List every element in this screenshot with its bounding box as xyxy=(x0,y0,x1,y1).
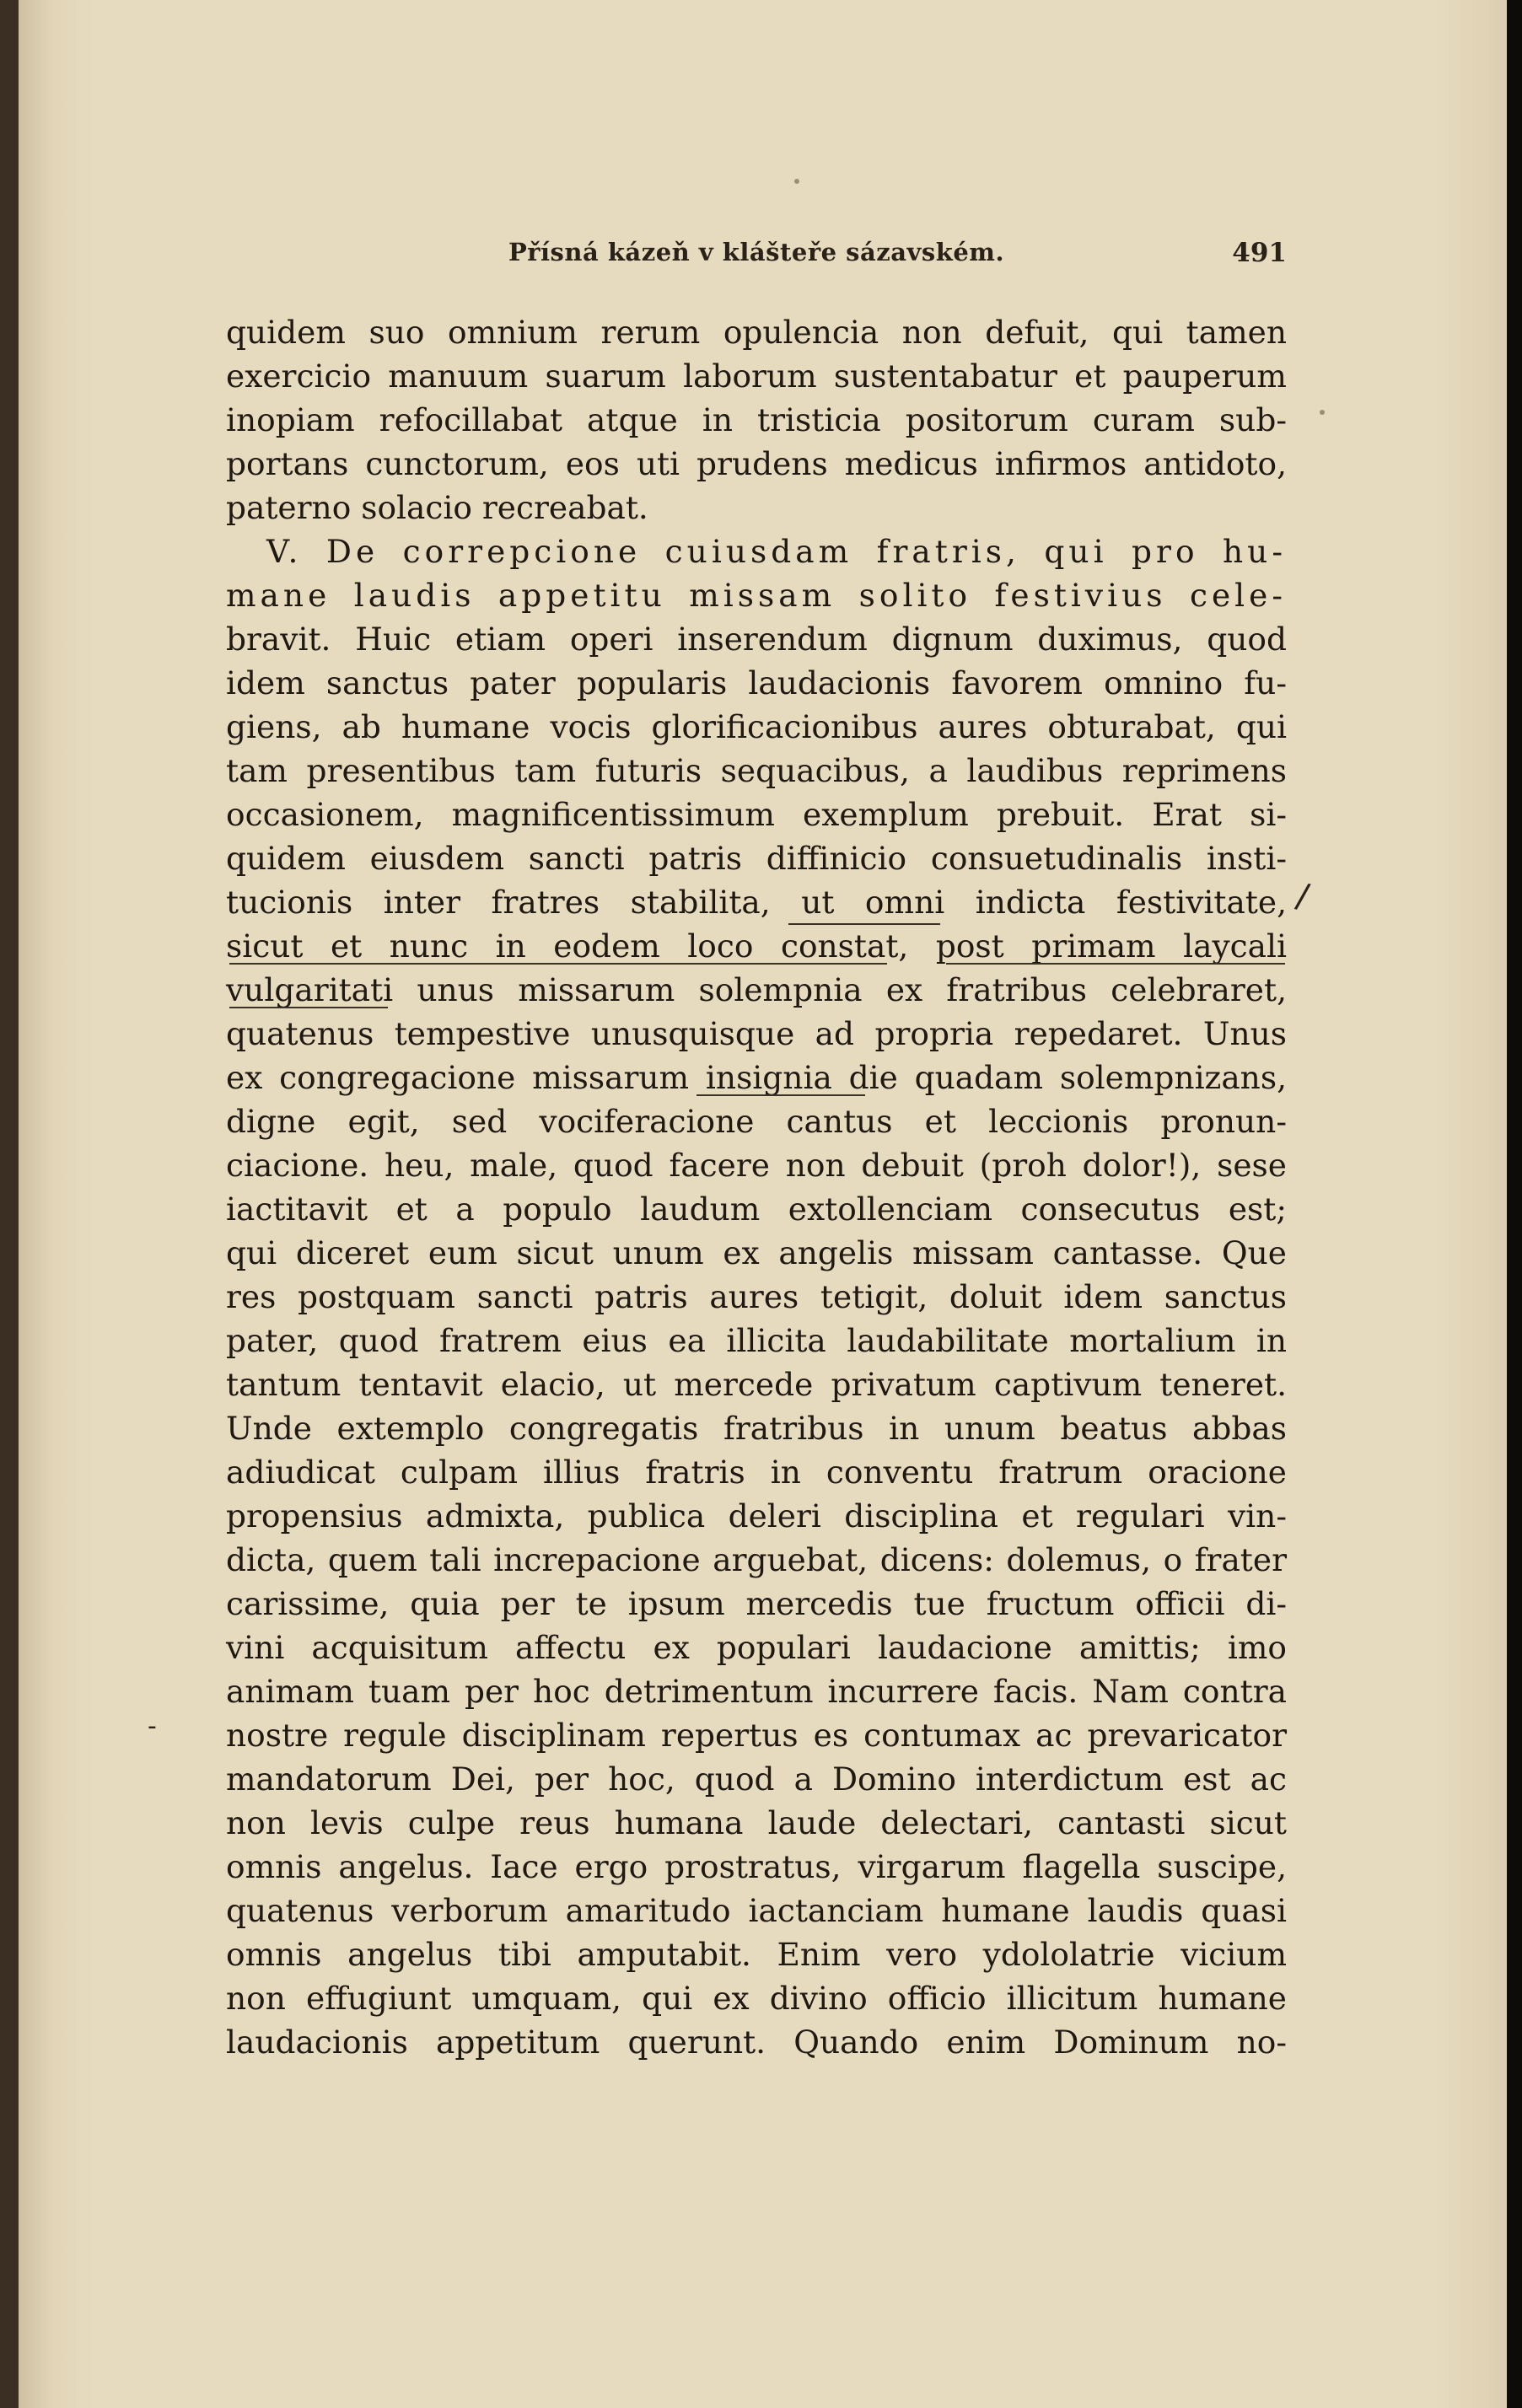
text-line: vulgaritati unus missarum solempnia ex fratribus celebraret, xyxy=(226,971,1287,1008)
pencil-underline xyxy=(946,963,1285,965)
text-line: mandatorum Dei, per hoc, quod a Domino interdictum est ac xyxy=(226,1760,1287,1798)
text-line: digne egit, sed vociferacione cantus et leccionis pronun- xyxy=(226,1103,1287,1140)
text-line: nostre regule disciplinam repertus es contumax ac prevaricator xyxy=(226,1717,1287,1754)
text-line: quatenus tempestive unusquisque ad propria repedaret. Unus xyxy=(226,1015,1287,1052)
text-line: quidem suo omnium rerum opulencia non defuit, qui tamen xyxy=(226,314,1287,351)
text-line: inopiam refocillabat atque in tristicia positorum curam sub- xyxy=(226,401,1287,438)
book-spine-shadow xyxy=(0,0,19,2408)
text-line: quatenus verborum amaritudo iactanciam humane laudis quasi xyxy=(226,1892,1287,1929)
text-line: idem sanctus pater popularis laudacionis favorem omnino fu- xyxy=(226,664,1287,701)
text-line: iactitavit et a populo laudum extollenciam consecutus est; xyxy=(226,1191,1287,1228)
body-text xyxy=(226,310,1287,2064)
pencil-underline xyxy=(229,1007,388,1008)
margin-dash-mark: - xyxy=(148,1712,157,1741)
text-line: omnis angelus. Iace ergo prostratus, virgarum flagella suscipe, xyxy=(226,1848,1287,1885)
text-line: tantum tentavit elacio, ut mercede privatum captivum teneret. xyxy=(226,1366,1287,1403)
text-line: qui diceret eum sicut unum ex angelis missam cantasse. Que xyxy=(226,1234,1287,1271)
page-header xyxy=(226,238,1287,271)
pencil-underline xyxy=(696,1094,865,1096)
text-line: omnis angelus tibi amputabit. Enim vero ydololatrie vicium xyxy=(226,1936,1287,1973)
text-line: giens, ab humane vocis glorificacionibus aures obturabat, qui xyxy=(226,708,1287,745)
text-line: portans cunctorum, eos uti prudens medicus infirmos antidoto, xyxy=(226,445,1287,482)
text-line: propensius admixta, publica deleri disciplina et regulari vin- xyxy=(226,1497,1287,1535)
text-line: res postquam sancti patris aures tetigit, doluit idem sanctus xyxy=(226,1278,1287,1315)
page-edge-shadow xyxy=(1507,0,1522,2408)
text-line: sicut et nunc in eodem loco constat, post primam laycali xyxy=(226,927,1287,965)
running-title: Přísná kázeň v klášteře sázavském. xyxy=(508,238,1005,266)
page-number: 491 xyxy=(1232,238,1287,268)
text-line: quidem eiusdem sancti patris diffinicio consuetudinalis insti- xyxy=(226,840,1287,877)
text-line: vini acquisitum affectu ex populari laudacione amittis; imo xyxy=(226,1629,1287,1666)
text-line: occasionem, magnificentissimum exemplum prebuit. Erat si- xyxy=(226,796,1287,833)
section-heading-line: V. De correpcione cuiusdam fratris, qui pro hu- xyxy=(266,533,1287,570)
text-line: paterno solacio recreabat. xyxy=(226,489,648,526)
text-line: dicta, quem tali increpacione arguebat, dicens: dolemus, o frater xyxy=(226,1541,1287,1578)
text-line: bravit. Huic etiam operi inserendum dignum duximus, quod xyxy=(226,621,1287,658)
text-line: Unde extemplo congregatis fratribus in unum beatus abbas xyxy=(226,1410,1287,1447)
paper-speck xyxy=(1320,410,1325,415)
paper-speck xyxy=(794,179,799,184)
text-line: non effugiunt umquam, qui ex divino officio illicitum humane xyxy=(226,1980,1287,2017)
section-heading-line: mane laudis appetitu missam solito festivius cele- xyxy=(226,577,1287,614)
text-line: animam tuam per hoc detrimentum incurrere facis. Nam contra xyxy=(226,1673,1287,1710)
text-line: ex congregacione missarum insignia die quadam solempnizans, xyxy=(226,1059,1287,1096)
text-line: tam presentibus tam futuris sequacibus, a laudibus reprimens xyxy=(226,752,1287,789)
margin-slash-mark: / xyxy=(1293,876,1313,916)
text-line: carissime, quia per te ipsum mercedis tue fructum officii di- xyxy=(226,1585,1287,1622)
pencil-underline xyxy=(229,963,887,965)
text-line: laudacionis appetitum querunt. Quando enim Dominum no- xyxy=(226,2024,1287,2061)
pencil-underline xyxy=(788,923,940,925)
text-line: exercicio manuum suarum laborum sustentabatur et pauperum xyxy=(226,357,1287,395)
text-line: tucionis inter fratres stabilita, ut omni indicta festivitate, xyxy=(226,884,1287,921)
text-line: pater, quod fratrem eius ea illicita laudabilitate mortalium in xyxy=(226,1322,1287,1359)
text-line: adiudicat culpam illius fratris in conventu fratrum oracione xyxy=(226,1454,1287,1491)
text-line: non levis culpe reus humana laude delectari, cantasti sicut xyxy=(226,1804,1287,1841)
text-line: ciacione. heu, male, quod facere non debuit (proh dolor!), sese xyxy=(226,1147,1287,1184)
